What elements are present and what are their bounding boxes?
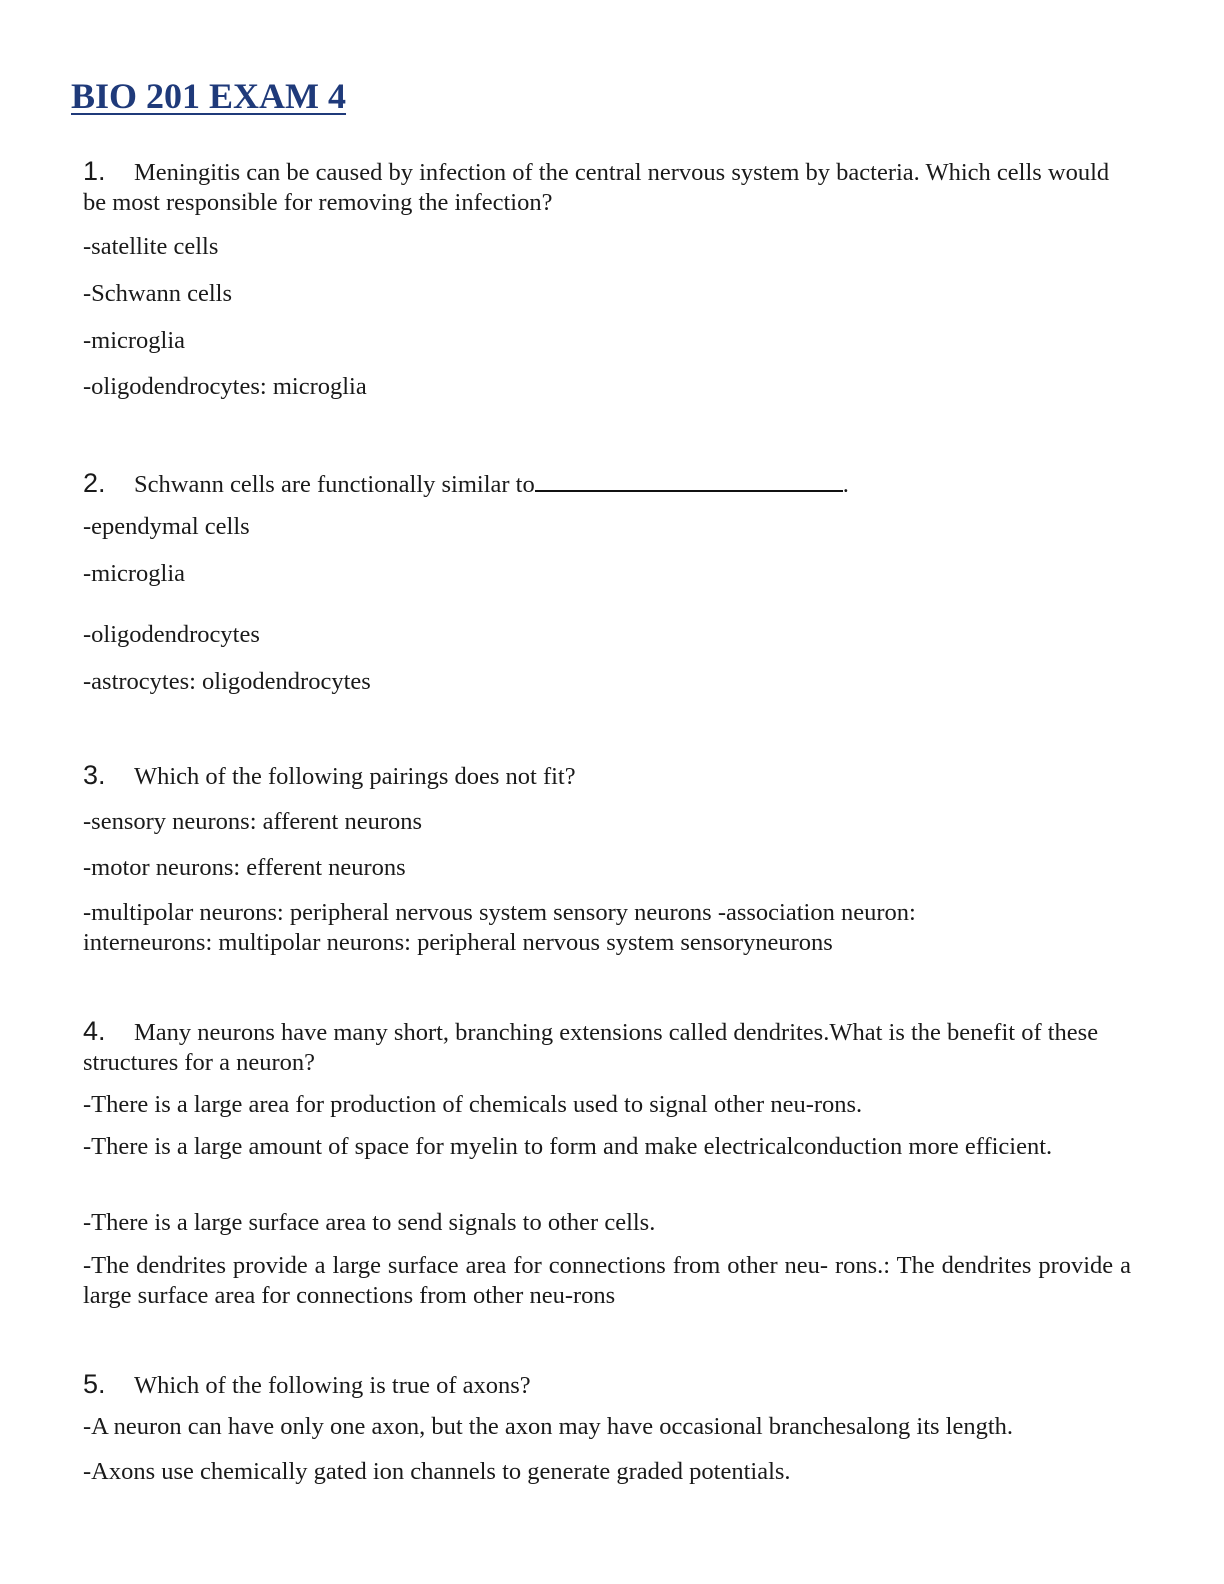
question-4: [83, 1016, 1131, 1078]
answer-option: -ependymal cells: [83, 513, 250, 540]
answer-option: -Schwann cells: [83, 280, 232, 307]
question-text: Which of the following is true of axons?: [134, 1372, 531, 1399]
answer-option: -multipolar neurons: peripheral nervous system sensory neurons -association neuron: interneurons: multipolar neurons: peripheral nervous system sensoryneurons: [83, 899, 916, 956]
question-2: [83, 466, 1131, 500]
answer-option: -There is a large area for production of chemicals used to signal other neu-rons.: [83, 1091, 863, 1118]
question-number: 4.: [83, 1016, 106, 1046]
answer-option: -Axons use chemically gated ion channels to generate graded potentials.: [83, 1458, 791, 1485]
question-text-end: .: [842, 471, 849, 498]
question-5: [83, 1369, 1131, 1401]
answer-option: -motor neurons: efferent neurons: [83, 854, 406, 881]
fill-in-blank: [535, 466, 843, 492]
answer-option: -astrocytes: oligodendrocytes: [83, 668, 371, 695]
answer-option: -microglia: [83, 560, 186, 587]
answer-option: -There is a large amount of space for myelin to form and make electricalconduction more efficient.: [83, 1133, 1053, 1160]
exam-title: BIO 201 EXAM 4: [71, 76, 347, 116]
answer-option: -satellite cells: [83, 233, 219, 260]
answer-option: -The dendrites provide a large surface area for connections from other neu- rons.: The dendrites provide a large surface area for connections from other neu-rons: [83, 1252, 1131, 1309]
question-text: Schwann cells are functionally similar to: [134, 471, 535, 498]
question-number: 5.: [83, 1369, 106, 1399]
question-1: [83, 156, 1131, 218]
answer-option: -oligodendrocytes: [83, 621, 260, 648]
question-3: [83, 760, 1131, 792]
answer-option: -A neuron can have only one axon, but the axon may have occasional branchesalong its length.: [83, 1413, 1014, 1440]
answer-option: -oligodendrocytes: microglia: [83, 373, 367, 400]
question-text: Many neurons have many short, branching extensions called dendrites.What is the benefit of these structures for a neuron?: [83, 1019, 1099, 1076]
question-text: Which of the following pairings does not fit?: [134, 763, 576, 790]
answer-option: -There is a large surface area to send signals to other cells.: [83, 1209, 656, 1236]
question-text: Meningitis can be caused by infection of the central nervous system by bacteria. Which cells would be most responsible for removing the infection?: [83, 159, 1110, 216]
question-number: 2.: [83, 468, 106, 498]
answer-option: -microglia: [83, 327, 186, 354]
question-number: 1.: [83, 156, 106, 186]
answer-option: -sensory neurons: afferent neurons: [83, 808, 423, 835]
question-number: 3.: [83, 760, 106, 790]
